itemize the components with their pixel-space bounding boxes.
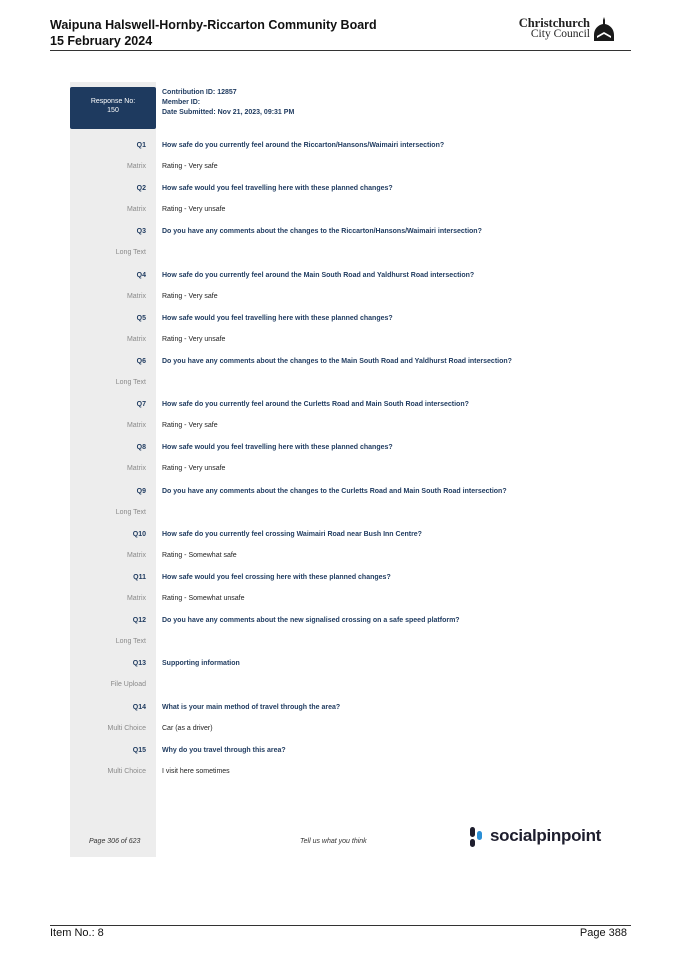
question-row [66, 704, 626, 746]
question-type: Matrix [126, 206, 146, 214]
council-logo [518, 16, 618, 46]
question-row [66, 747, 626, 789]
question-number: Q15 [132, 746, 146, 754]
question-text: How safe do you currently feel around the Curletts Road and Main South Road intersection? [162, 401, 469, 409]
pinpoint-icon [468, 826, 486, 848]
question-type: Matrix [126, 292, 146, 300]
question-row [66, 660, 626, 702]
footer-rule [50, 925, 631, 926]
response-number-box [70, 87, 156, 129]
header-rule [50, 50, 631, 51]
question-type: Matrix [126, 422, 146, 430]
question-row [66, 185, 626, 227]
question-answer: Rating - Very safe [162, 422, 218, 430]
cathedral-icon [592, 16, 616, 42]
question-row [66, 315, 626, 357]
response-page [66, 82, 626, 872]
header-title [50, 17, 377, 49]
question-number: Q7 [136, 401, 146, 409]
question-answer: Car (as a driver) [162, 724, 213, 732]
question-text: Do you have any comments about the new signalised crossing on a safe speed platform? [162, 617, 460, 625]
question-row [66, 228, 626, 270]
question-text: Supporting information [162, 660, 240, 668]
question-text: Do you have any comments about the changes to the Curletts Road and Main South Road intersection? [162, 487, 507, 495]
question-text: How safe do you currently feel around the Main South Road and Yaldhurst Road intersection? [162, 271, 475, 279]
question-number: Q5 [136, 314, 146, 322]
question-text: Do you have any comments about the changes to the Main South Road and Yaldhurst Road intersection? [162, 358, 512, 365]
question-answer: Rating - Very unsafe [162, 465, 226, 473]
question-number: Q14 [132, 703, 146, 711]
question-text: How safe do you currently feel crossing Waimairi Road near Bush Inn Centre? [162, 530, 422, 538]
question-answer: Rating - Very safe [162, 292, 218, 300]
question-answer: Rating - Somewhat safe [162, 551, 237, 559]
question-type: Matrix [126, 163, 146, 170]
question-type: Multi Choice [107, 767, 146, 775]
question-number: Q12 [132, 617, 146, 625]
question-number: Q1 [136, 142, 146, 149]
question-answer: Rating - Somewhat unsafe [162, 595, 245, 602]
question-type: Matrix [126, 465, 146, 473]
socialpinpoint-logo [468, 826, 603, 848]
question-row [66, 444, 626, 486]
question-answer: Rating - Very unsafe [162, 206, 226, 214]
question-number: Q10 [132, 530, 146, 538]
logo-line1: Christchurch [518, 16, 590, 30]
question-answer: Rating - Very unsafe [162, 335, 226, 343]
question-row [66, 488, 626, 530]
question-type: Multi Choice [107, 724, 146, 732]
member-id: Member ID: [162, 99, 201, 106]
page-number: Page 388 [579, 927, 627, 939]
question-row [66, 574, 626, 616]
question-row [66, 531, 626, 573]
question-type: Long Text [115, 638, 146, 646]
question-text: Do you have any comments about the changes to the Riccarton/Hansons/Waimairi intersection? [162, 228, 482, 236]
question-type: Long Text [115, 508, 146, 516]
question-type: Long Text [115, 379, 146, 386]
embedded-tagline: Tell us what you think [300, 838, 367, 845]
question-number: Q9 [136, 487, 146, 495]
response-meta [162, 88, 294, 118]
question-text: How safe would you feel travelling here with these planned changes? [162, 444, 393, 452]
response-label: Response No: [90, 98, 136, 105]
question-number: Q6 [136, 358, 146, 365]
item-number: Item No.: 8 [50, 927, 104, 939]
question-number: Q11 [133, 574, 146, 581]
question-text: How safe would you feel travelling here with these planned changes? [162, 185, 393, 193]
question-number: Q2 [136, 185, 146, 193]
question-text: Why do you travel through this area? [162, 746, 286, 754]
date-submitted: Date Submitted: Nov 21, 2023, 09:31 PM [162, 109, 295, 116]
logo-line2: City Council [530, 28, 590, 40]
question-number: Q8 [136, 444, 146, 452]
board-name: Waipuna Halswell-Hornby-Riccarton Community Board [50, 18, 377, 32]
question-text: How safe would you feel travelling here with these planned changes? [162, 314, 393, 322]
response-number: 150 [107, 107, 119, 114]
brand-name: socialpinpoint [490, 826, 602, 845]
question-text: How safe do you currently feel around the Riccarton/Hansons/Waimairi intersection? [162, 142, 445, 149]
question-number: Q4 [136, 271, 146, 279]
question-number: Q13 [132, 660, 146, 668]
question-row [66, 142, 626, 184]
question-row [66, 617, 626, 659]
question-row [66, 272, 626, 314]
question-type: Long Text [115, 249, 146, 257]
question-text: How safe would you feel crossing here with these planned changes? [162, 574, 391, 581]
question-type: Matrix [126, 551, 146, 559]
contribution-id: Contribution ID: 12857 [162, 89, 237, 96]
question-type: File Upload [110, 681, 146, 689]
question-row [66, 358, 626, 400]
question-number: Q3 [136, 228, 146, 236]
embedded-page-number: Page 306 of 623 [89, 838, 141, 845]
question-type: Matrix [126, 335, 146, 343]
meeting-date: 15 February 2024 [50, 34, 153, 48]
question-answer: I visit here sometimes [162, 767, 230, 775]
question-answer: Rating - Very safe [162, 163, 218, 170]
question-type: Matrix [126, 595, 146, 602]
question-row [66, 401, 626, 443]
question-text: What is your main method of travel through the area? [162, 703, 341, 711]
